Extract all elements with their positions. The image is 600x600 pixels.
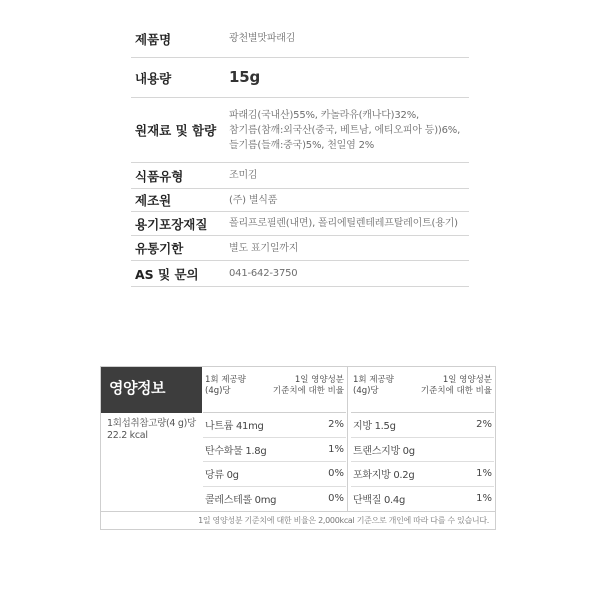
nutrient-row — [351, 413, 494, 438]
info-label: 제품명 — [135, 31, 172, 47]
daily-value-header — [421, 375, 492, 397]
info-value — [229, 31, 469, 46]
info-label: AS 및 문의 — [135, 266, 199, 282]
info-value-line: (주) 별식품 — [229, 194, 278, 206]
info-row-product-name — [131, 20, 469, 58]
nutrient-row — [203, 413, 346, 438]
serving-kcal: 22.2 kcal — [107, 430, 148, 441]
header-line: 1일 영양성분 — [442, 375, 492, 385]
nutrient-percent: 1% — [328, 443, 344, 455]
info-value-line: 광천별맛파래김 — [229, 33, 296, 44]
info-row-packaging — [131, 212, 469, 236]
nutrient-row — [351, 438, 494, 463]
info-value — [229, 108, 469, 153]
info-label: 유통기한 — [135, 241, 184, 256]
nutrition-column-header — [203, 367, 346, 413]
info-label: 원재료 및 함량 — [135, 123, 217, 138]
info-value — [229, 70, 469, 85]
info-value-line: 041-642-3750 — [229, 268, 298, 279]
info-row-ingredients — [131, 98, 469, 163]
info-value — [229, 168, 469, 183]
header-line: 기준치에 대한 비율 — [272, 386, 344, 396]
nutrition-title: 영양정보 — [109, 379, 165, 397]
info-value — [229, 266, 469, 281]
nutrient-name: 포화지방 0.2g — [353, 470, 415, 482]
nutrient-row — [203, 438, 346, 463]
per-serving-header — [353, 375, 394, 397]
column-divider — [347, 367, 348, 511]
nutrition-column-right — [351, 367, 494, 511]
nutrient-percent: 0% — [328, 468, 344, 480]
info-value-line: 조미김 — [229, 170, 258, 181]
nutrient-name: 탄수화물 1.8g — [205, 445, 267, 457]
info-value-line: 참기름(참깨:외국산(중국, 베트남, 에티오피아 등))6%, — [229, 124, 461, 136]
info-row-contact — [131, 261, 469, 287]
header-line: (4g)당 — [205, 386, 231, 396]
info-label: 식품유형 — [135, 168, 184, 184]
info-value — [229, 241, 469, 256]
nutrient-percent: 0% — [328, 493, 344, 505]
header-line: 1회 제공량 — [205, 375, 246, 385]
nutrition-footnote: 1일 영양성분 기준치에 대한 비율은 2,000kcal 기준으로 개인에 따라 다를 수 있습니다. — [101, 511, 495, 529]
nutrient-percent: 1% — [476, 493, 492, 505]
nutrient-name: 나트륨 41mg — [205, 421, 264, 433]
nutrient-name: 지방 1.5g — [353, 421, 396, 433]
serving-size: 1회섭취참고량(4 g)당 — [107, 418, 196, 429]
info-label: 내용량 — [135, 70, 172, 86]
daily-value-header — [273, 375, 344, 397]
info-value-line: 15g — [229, 68, 261, 86]
nutrition-facts-panel — [100, 366, 496, 530]
header-line: 1회 제공량 — [353, 375, 394, 385]
info-value-line: 별도 표기일까지 — [229, 242, 299, 254]
info-value-line: 들기름(들깨:중국)5%, 천일염 2% — [229, 139, 375, 151]
nutrient-row — [203, 487, 346, 512]
nutrient-name: 트랜스지방 0g — [353, 445, 415, 457]
header-line: (4g)당 — [353, 386, 379, 396]
nutrient-name: 단백질 0.4g — [353, 495, 406, 507]
nutrient-name: 당류 0g — [205, 470, 239, 482]
info-row-net-weight — [131, 58, 469, 98]
nutrient-row — [203, 462, 346, 487]
info-value — [229, 216, 469, 231]
serving-info — [107, 418, 196, 442]
info-row-manufacturer — [131, 189, 469, 212]
info-row-food-type — [131, 163, 469, 189]
nutrition-serving-box — [101, 413, 202, 511]
info-row-expiry — [131, 236, 469, 261]
info-label: 제조원 — [135, 193, 172, 208]
header-line: 1일 영양성분 — [294, 375, 344, 385]
nutrition-title-box — [101, 367, 202, 413]
nutrition-column-left — [203, 367, 346, 511]
nutrition-column-header — [351, 367, 494, 413]
product-info-table — [131, 20, 469, 287]
nutrient-percent: 2% — [328, 419, 344, 431]
info-value-line: 파래김(국내산)55%, 카놀라유(캐나다)32%, — [229, 109, 419, 121]
nutrient-percent: 2% — [476, 419, 492, 431]
header-line: 기준치에 대한 비율 — [420, 386, 492, 396]
info-value — [229, 193, 469, 208]
info-value-line: 폴리프로필렌(내면), 폴리에틸렌테레프탈레이트(용기) — [229, 218, 458, 229]
info-label: 용기포장재질 — [135, 216, 208, 232]
nutrient-name: 콜레스테롤 0mg — [205, 495, 277, 507]
nutrient-row — [351, 487, 494, 512]
nutrient-row — [351, 462, 494, 487]
per-serving-header — [205, 375, 246, 397]
nutrient-percent: 1% — [476, 468, 492, 480]
